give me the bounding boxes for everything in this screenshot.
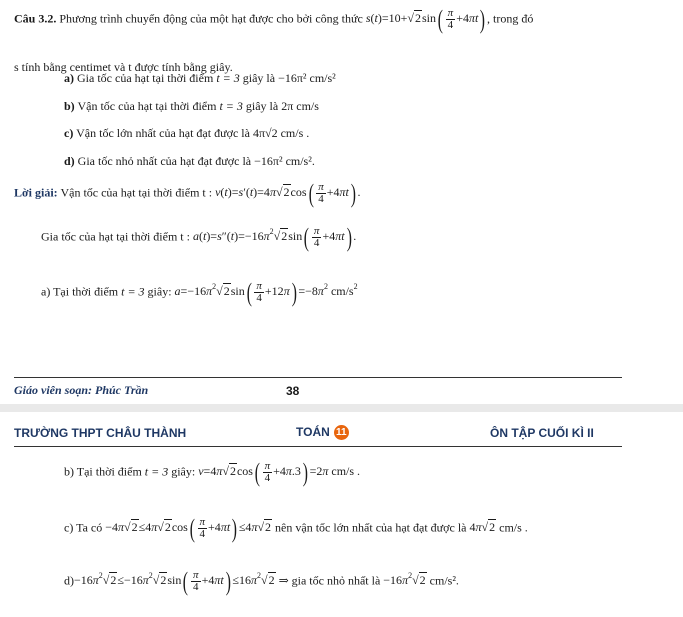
school-name: TRƯỜNG THPT CHÂU THÀNH <box>14 426 187 440</box>
problem-intro: Câu 3.2. Phương trình chuyển động của một hạt được cho bởi công thức s(t)=10+√2sin( $\frac{\pi}{4}$ +4πt) , trong đó <box>14 4 534 34</box>
item-d: d) Gia tốc nhỏ nhất của hạt đạt được là −16π² cm/s². <box>64 154 315 168</box>
units-line: s tính bằng centimet và t được tính bằng giây. <box>14 60 233 74</box>
page-number: 38 <box>286 384 300 398</box>
footer-rule <box>14 377 622 378</box>
grade-badge: 11 <box>334 425 349 440</box>
footer-teacher: Giáo viên soạn: Phúc Trần <box>14 383 149 397</box>
header-rule <box>14 446 622 447</box>
solution-velocity: Lời giải: Vận tốc của hạt tại thời điểm t : v(t)=s′(t)=4π√2cos( $\frac{\pi}{4}$ +4πt) . <box>14 178 361 208</box>
solution-part-c: c) Ta có −4π√2≤4π√2cos( $\frac{\pi}{4}$ +4πt) ≤4π√2 nên vận tốc lớn nhất của hạt đạt được là 4π√2 cm/s . <box>64 513 528 543</box>
item-c: c) Vận tốc lớn nhất của hạt đạt được là 4π√2 cm/s . <box>64 126 310 140</box>
solution-part-b: b) Tại thời điểm t = 3 giây: v=4π√2cos( $\frac{\pi}{4}$ +4π.3) =2π cm/s . <box>64 457 361 487</box>
solution-part-d: $d)-16\pi^2√2\le-16\pi^2√2\sin$( $\frac{\pi}{4}$ $+4\pi t) \le 16\pi^2√2$ ⇒ gia tốc nhỏ nhất là $-16\pi^2√2$ cm/s². <box>64 566 459 596</box>
subject-title: TOÁN 11 <box>296 425 349 440</box>
review-title: ÔN TẬP CUỐI KÌ II <box>490 426 594 440</box>
solution-accel: Gia tốc của hạt tại thời điểm t : $a(t)=s''(t)=-16\pi^2√2\sin$( $\frac{\pi}{4}$ +4πt) . <box>41 222 357 252</box>
item-b: b) Vận tốc của hạt tại thời điểm t = 3 giây là 2π cm/s <box>64 99 319 113</box>
position-formula: s(t)=10+√2sin( $\frac{\pi}{4}$ +4πt) <box>365 4 486 34</box>
solution-part-a: a) Tại thời điểm t = 3 giây: $a=-16\pi^2√2\sin$( $\frac{\pi}{4}$ $+12\pi) =-8\pi^2$ $cm/s^2$ <box>41 277 358 307</box>
page-break <box>0 404 683 412</box>
item-a: a) Gia tốc của hạt tại thời điểm t = 3 giây là −16π² cm/s² <box>64 71 336 85</box>
